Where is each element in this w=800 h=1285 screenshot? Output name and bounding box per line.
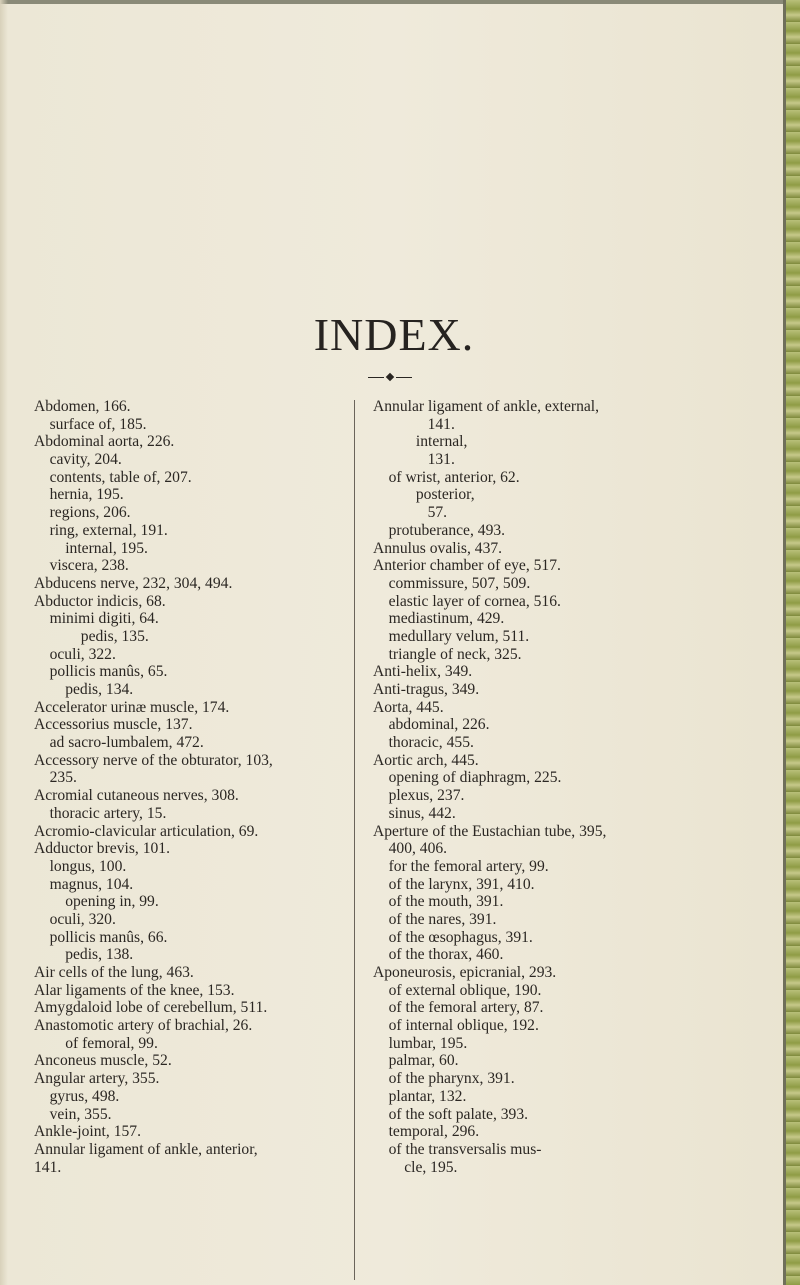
index-entry: of the œsophagus, 391. — [373, 928, 533, 946]
index-entry: Aorta, 445. — [373, 698, 444, 716]
ornament-line-right — [396, 377, 412, 378]
index-entry: elastic layer of cornea, 516. — [373, 592, 561, 610]
index-entry: surface of, 185. — [34, 415, 147, 433]
index-entry: magnus, 104. — [34, 875, 134, 893]
index-entry: opening in, 99. — [34, 893, 159, 911]
index-entry: of wrist, anterior, 62. — [373, 468, 520, 486]
index-entry: vein, 355. — [34, 1105, 112, 1123]
index-entry: oculi, 320. — [34, 910, 116, 928]
index-entry: Aortic arch, 445. — [373, 751, 479, 769]
index-entry: Anti-helix, 349. — [373, 663, 473, 681]
index-entry: Abdominal aorta, 226. — [34, 433, 175, 451]
index-entry: sinus, 442. — [373, 804, 456, 822]
index-entry: abdominal, 226. — [373, 716, 490, 734]
index-entry: Accessorius muscle, 137. — [34, 716, 193, 734]
column-divider — [354, 400, 355, 1280]
index-entry: palmar, 60. — [373, 1052, 459, 1070]
index-column-right — [373, 398, 703, 1176]
index-entry: Anterior chamber of eye, 517. — [373, 557, 561, 575]
index-entry: Aponeurosis, epicranial, 293. — [373, 964, 557, 981]
index-entry: of the nares, 391. — [373, 910, 497, 928]
index-entry: pollicis manûs, 66. — [34, 928, 168, 946]
book-spine-edge — [786, 0, 800, 1285]
index-entry: pedis, 135. — [34, 627, 149, 645]
index-entry: Accelerator urinæ muscle, 174. — [34, 698, 230, 716]
page-left-shade — [0, 0, 8, 1285]
index-entry: contents, table of, 207. — [34, 468, 192, 486]
index-entry: Annulus ovalis, 437. — [373, 539, 503, 557]
index-entry: of the pharynx, 391. — [373, 1070, 515, 1088]
page-top-edge — [0, 0, 800, 4]
index-entry: pollicis manûs, 65. — [34, 663, 168, 681]
index-entry: of the soft palate, 393. — [373, 1105, 529, 1123]
index-entry: Amygdaloid lobe of cerebellum, 511. — [34, 999, 268, 1017]
page-title: INDEX. — [313, 309, 475, 360]
index-entry: thoracic artery, 15. — [34, 804, 167, 822]
index-entry: of the mouth, 391. — [373, 893, 504, 911]
index-entry: 141. — [34, 1158, 62, 1176]
index-entry: 131. — [373, 451, 455, 469]
ornament-diamond-icon — [386, 373, 394, 381]
index-entry: viscera, 238. — [34, 557, 129, 575]
index-entry: regions, 206. — [34, 504, 131, 522]
index-entry: Alar ligaments of the knee, 153. — [34, 981, 235, 999]
index-entry: posterior, — [373, 486, 475, 504]
index-entry: internal, 195. — [34, 539, 148, 557]
title-ornament — [368, 372, 412, 382]
index-entry: 235. — [34, 769, 77, 787]
index-entry: internal, — [373, 433, 468, 451]
index-entry: Abdomen, 166. — [34, 398, 131, 415]
index-entry: Anconeus muscle, 52. — [34, 1052, 172, 1070]
index-entry: ad sacro-lumbalem, 472. — [34, 734, 204, 752]
index-entry: Angular artery, 355. — [34, 1070, 160, 1088]
index-entry: pedis, 138. — [34, 946, 134, 964]
index-entry: Ankle-joint, 157. — [34, 1123, 141, 1141]
index-entry: cle, 195. — [373, 1158, 458, 1176]
index-entry: ring, external, 191. — [34, 521, 168, 539]
index-entry: plantar, 132. — [373, 1087, 467, 1105]
index-entry: mediastinum, 429. — [373, 610, 505, 628]
index-entry: Aperture of the Eustachian tube, 395, — [373, 822, 607, 840]
index-column-left — [34, 398, 344, 1176]
index-entry: Annular ligament of ankle, external, — [373, 398, 600, 415]
index-entry: opening of diaphragm, 225. — [373, 769, 562, 787]
index-entry: plexus, 237. — [373, 787, 465, 805]
index-entry: Abducens nerve, 232, 304, 494. — [34, 574, 233, 592]
index-entry: minimi digiti, 64. — [34, 610, 159, 628]
index-entry: hernia, 195. — [34, 486, 124, 504]
index-entry: for the femoral artery, 99. — [373, 857, 549, 875]
index-entry: Anti-tragus, 349. — [373, 681, 480, 698]
index-entry: of internal oblique, 192. — [373, 1017, 539, 1035]
index-entry: Acromio-clavicular articulation, 69. — [34, 822, 259, 840]
index-entry: lumbar, 195. — [373, 1034, 468, 1052]
index-entry: Acromial cutaneous nerves, 308. — [34, 787, 239, 805]
index-entry: longus, 100. — [34, 857, 127, 875]
index-entry: Abductor indicis, 68. — [34, 592, 166, 610]
index-entry: oculi, 322. — [34, 645, 116, 663]
index-entry: 57. — [373, 504, 448, 522]
index-entry: Adductor brevis, 101. — [34, 840, 170, 858]
index-entry: of the larynx, 391, 410. — [373, 875, 535, 893]
ornament-line-left — [368, 377, 384, 378]
index-entry: of femoral, 99. — [34, 1034, 158, 1052]
index-entry: gyrus, 498. — [34, 1087, 120, 1105]
index-entry: 400, 406. — [373, 840, 448, 858]
index-entry: Accessory nerve of the obturator, 103, — [34, 751, 273, 769]
index-entry: thoracic, 455. — [373, 734, 474, 752]
index-entry: Anastomotic artery of brachial, 26. — [34, 1017, 253, 1035]
index-entry: Air cells of the lung, 463. — [34, 964, 194, 981]
index-entry: temporal, 296. — [373, 1123, 480, 1141]
index-entry: commissure, 507, 509. — [373, 574, 531, 592]
index-entry: medullary velum, 511. — [373, 627, 530, 645]
index-entry: of the thorax, 460. — [373, 946, 504, 964]
index-entry: pedis, 134. — [34, 681, 134, 698]
index-entry: triangle of neck, 325. — [373, 645, 522, 663]
index-entry: 141. — [373, 415, 455, 433]
index-entry: Annular ligament of ankle, anterior, — [34, 1140, 258, 1158]
index-entry: of the transversalis mus- — [373, 1140, 542, 1158]
index-entry: of the femoral artery, 87. — [373, 999, 544, 1017]
index-entry: protuberance, 493. — [373, 521, 506, 539]
index-entry: cavity, 204. — [34, 451, 122, 469]
index-entry: of external oblique, 190. — [373, 981, 542, 999]
